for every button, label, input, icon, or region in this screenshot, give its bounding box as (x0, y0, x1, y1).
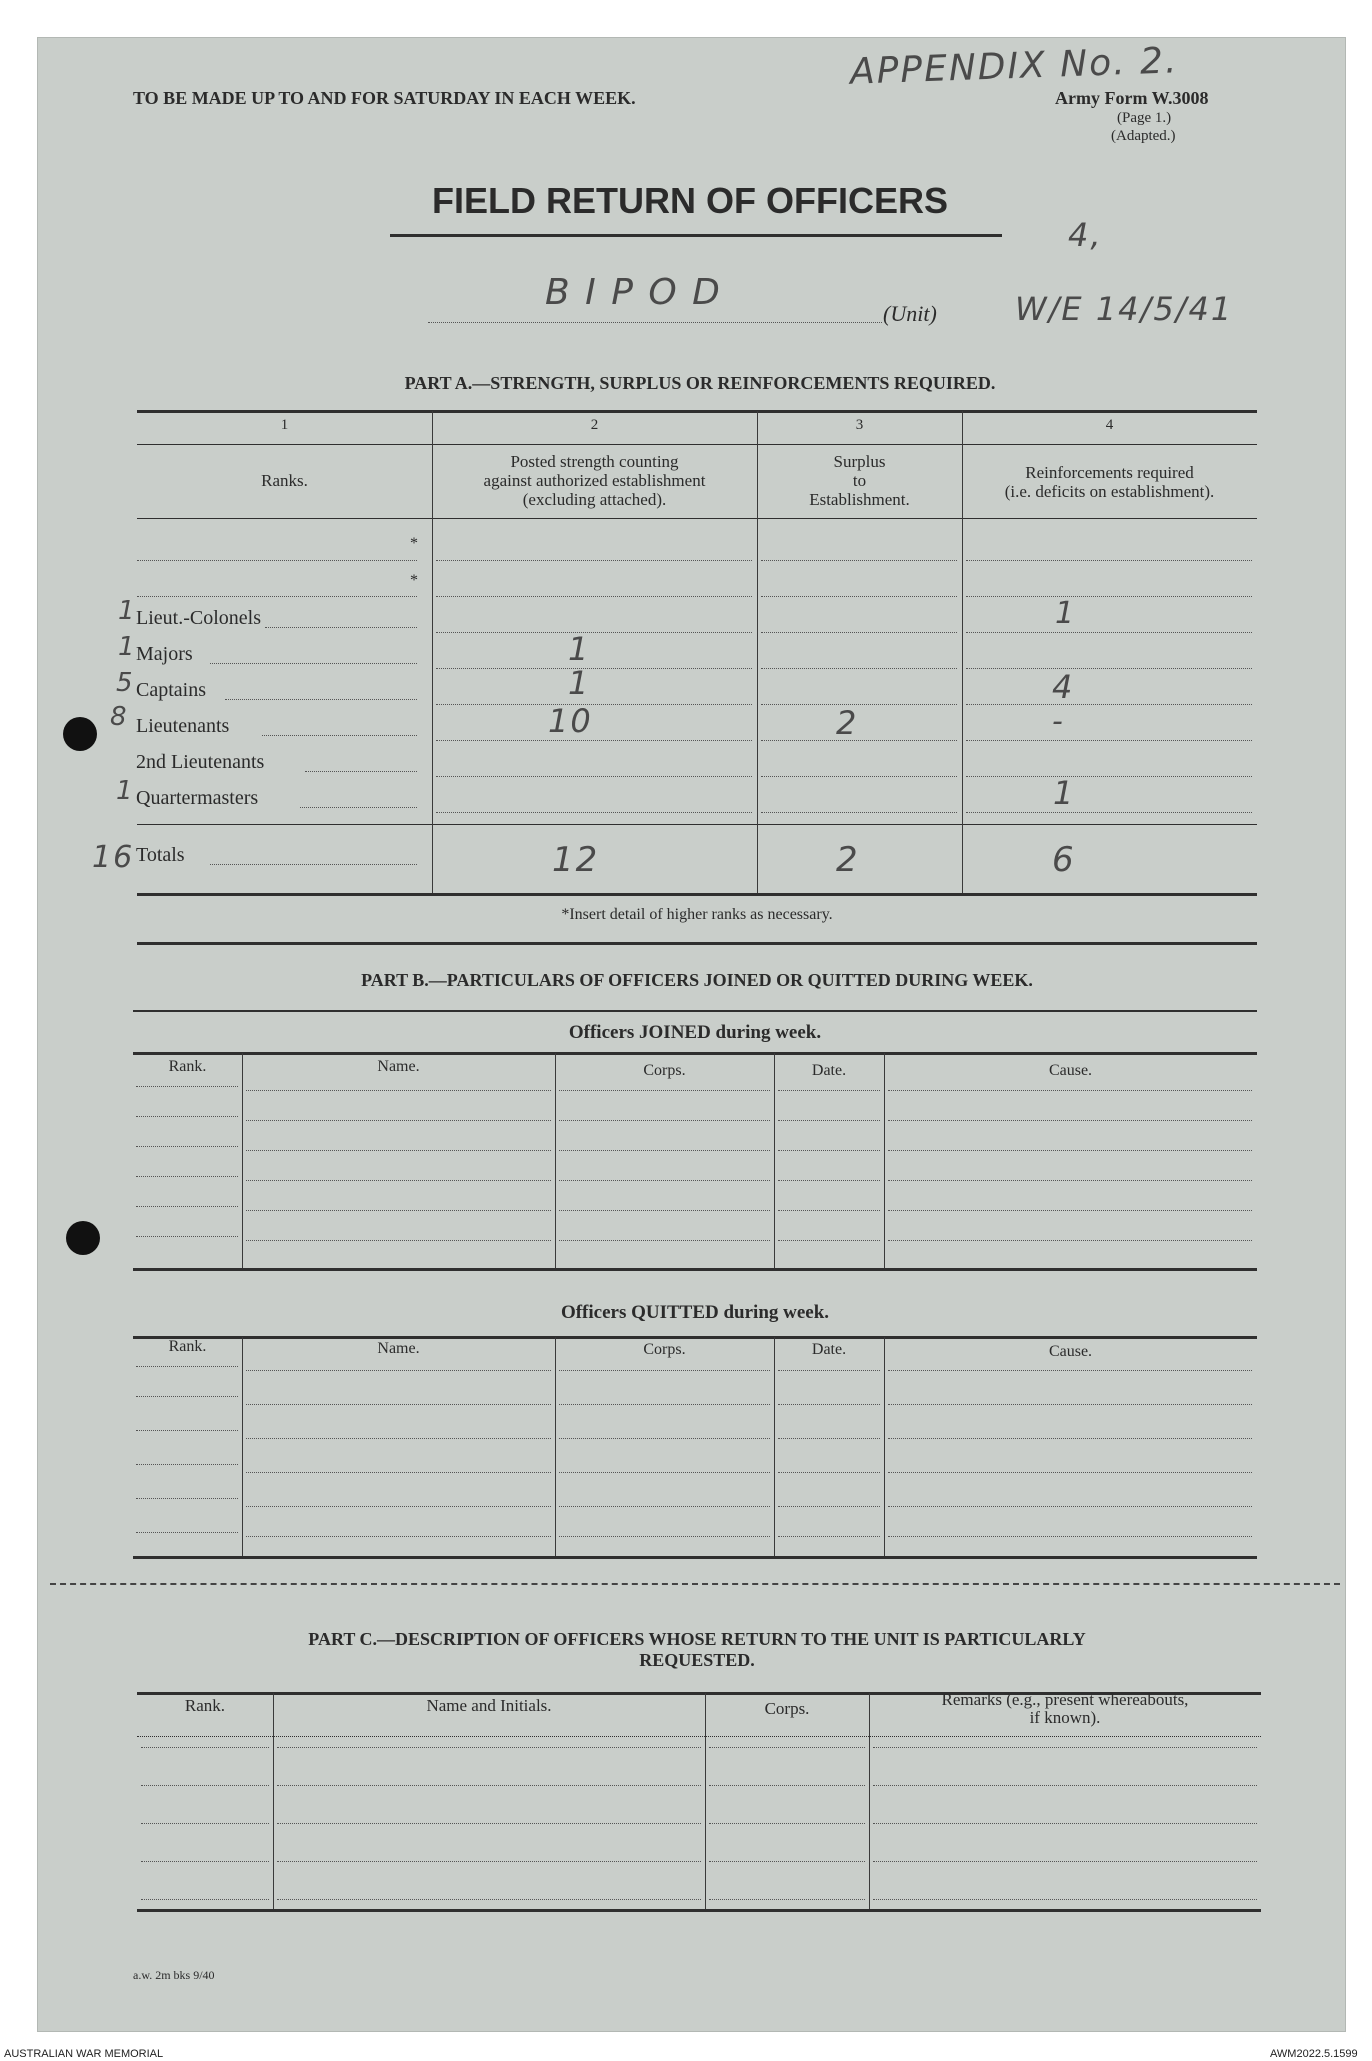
grid-line (436, 632, 752, 633)
grid-line (761, 776, 957, 777)
quitted-bottom-rule (133, 1556, 1257, 1559)
grid-line (141, 1747, 269, 1748)
grid-line (136, 1396, 238, 1397)
reinf-lieutenants: - (1052, 704, 1065, 739)
grid-line (246, 1438, 551, 1439)
grid-line (136, 1532, 238, 1533)
appendix-annotation: APPENDIX No. 2. (849, 40, 1179, 93)
grid-line (966, 668, 1252, 669)
part-a-heading: PART A.—STRENGTH, SURPLUS OR REINFORCEMENTS REQUIRED. (404, 373, 996, 393)
rank-label-captains: Captains (136, 679, 206, 701)
grid-line (436, 560, 752, 561)
grid-line (277, 1785, 701, 1786)
perforation-line (50, 1583, 1340, 1585)
grid-line (966, 560, 1252, 561)
grid-line (559, 1404, 770, 1405)
grid-line (136, 1236, 238, 1237)
grid-line (888, 1472, 1252, 1473)
page-title: FIELD RETURN OF OFFICERS (432, 180, 948, 221)
joined-header-rule (133, 1052, 1257, 1055)
rank-leader (265, 627, 417, 628)
grid-line (888, 1536, 1252, 1537)
posted-lieutenants: 10 (548, 702, 593, 740)
grid-line (966, 632, 1252, 633)
grid-line (709, 1861, 865, 1862)
grid-line (136, 1206, 238, 1207)
auth-quartermasters: 1 (116, 776, 135, 806)
footer-left: AUSTRALIAN WAR MEMORIAL (4, 2048, 164, 2060)
quitted-col-date: Date. (811, 1341, 847, 1358)
part-c-col-corps: Corps. (764, 1699, 810, 1718)
instruction-text: TO BE MADE UP TO AND FOR SATURDAY IN EACH WEEK. (133, 88, 636, 108)
grid-line (559, 1090, 770, 1091)
grid-line (888, 1180, 1252, 1181)
grid-line (761, 560, 957, 561)
grid-line (136, 1116, 238, 1117)
grid-line (966, 596, 1252, 597)
grid-line (436, 776, 752, 777)
part-a-top-rule (137, 410, 1257, 413)
part-a-footnote-rule (137, 942, 1257, 945)
rank-label-lieut-colonels: Lieut.-Colonels (136, 607, 261, 629)
grid-line (436, 812, 752, 813)
joined-col-divider (555, 1053, 556, 1268)
part-c-heading-line2: REQUESTED. (639, 1650, 755, 1670)
grid-line (246, 1180, 551, 1181)
footer-right: AWM2022.5.1599 (1270, 2048, 1358, 2060)
star-2: * (410, 572, 418, 589)
grid-line (778, 1506, 880, 1507)
grid-line (778, 1240, 880, 1241)
joined-top-rule (133, 1010, 1257, 1012)
col-number-3: 3 (855, 417, 864, 433)
grid-line (141, 1899, 269, 1900)
grid-line (246, 1370, 551, 1371)
grid-line (246, 1240, 551, 1241)
grid-line (559, 1506, 770, 1507)
col-header-posted-3: (excluding attached). (522, 490, 667, 509)
grid-line (778, 1536, 880, 1537)
part-a-totals-rule (137, 824, 1257, 825)
title-underline (390, 234, 1002, 237)
part-a-bottom-rule (137, 893, 1257, 896)
part-a-header-rule (137, 518, 1257, 519)
quitted-col-name: Name. (377, 1340, 420, 1357)
grid-line (888, 1370, 1252, 1371)
grid-line (277, 1899, 701, 1900)
joined-col-name: Name. (377, 1058, 420, 1075)
quitted-col-divider (774, 1337, 775, 1556)
posted-majors: 1 (568, 630, 591, 668)
totals-posted: 12 (552, 840, 600, 880)
blank-rank-line-1 (137, 560, 417, 561)
rank-leader (210, 864, 417, 865)
grid-line (888, 1240, 1252, 1241)
grid-line (761, 740, 957, 741)
grid-line (761, 704, 957, 705)
auth-captains: 5 (116, 668, 135, 698)
grid-line (873, 1823, 1257, 1824)
grid-line (136, 1464, 238, 1465)
grid-line (246, 1210, 551, 1211)
joined-title: Officers JOINED during week. (568, 1022, 822, 1043)
grid-line (559, 1120, 770, 1121)
grid-line (559, 1536, 770, 1537)
page-number: (Page 1.) (1117, 110, 1172, 126)
grid-line (778, 1438, 880, 1439)
part-c-bottom-rule (137, 1909, 1261, 1912)
grid-line (246, 1090, 551, 1091)
quitted-col-divider (242, 1337, 243, 1556)
reinf-lieut-colonels: 1 (1055, 596, 1077, 631)
grid-line (246, 1472, 551, 1473)
grid-line (761, 632, 957, 633)
footer-bar (0, 2047, 1372, 2061)
grid-line (761, 812, 957, 813)
col-header-ranks: Ranks. (261, 471, 308, 490)
rank-label-quartermasters: Quartermasters (136, 787, 259, 809)
grid-line (277, 1861, 701, 1862)
grid-line (778, 1180, 880, 1181)
grid-line (246, 1536, 551, 1537)
grid-line (778, 1120, 880, 1121)
joined-col-cause: Cause. (1048, 1062, 1093, 1079)
grid-line (888, 1120, 1252, 1121)
grid-line (246, 1404, 551, 1405)
rank-label-2nd-lieutenants: 2nd Lieutenants (136, 751, 265, 773)
grid-line (778, 1370, 880, 1371)
grid-line (559, 1370, 770, 1371)
grid-line (559, 1150, 770, 1151)
quitted-col-cause: Cause. (1048, 1343, 1093, 1360)
rank-leader (225, 699, 417, 700)
col-header-posted-2: against authorized establishment (483, 471, 706, 490)
blank-rank-line-2 (137, 596, 417, 597)
grid-line (778, 1404, 880, 1405)
grid-line (873, 1785, 1257, 1786)
grid-line (873, 1899, 1257, 1900)
punch-hole-bottom (66, 1221, 100, 1255)
grid-line (778, 1472, 880, 1473)
part-c-col-rank: Rank. (184, 1696, 226, 1715)
grid-line (436, 704, 752, 705)
handwritten-4: 4, (1068, 216, 1103, 254)
grid-line (888, 1404, 1252, 1405)
col-number-4: 4 (1105, 417, 1114, 433)
auth-majors: 1 (118, 632, 137, 662)
part-c-col-remarks-2: if known). (1029, 1708, 1101, 1727)
grid-line (136, 1498, 238, 1499)
army-form-number: Army Form W.3008 (1055, 88, 1209, 108)
grid-line (559, 1438, 770, 1439)
reinf-captains: 4 (1052, 668, 1075, 706)
grid-line (888, 1506, 1252, 1507)
part-a-footnote: *Insert detail of higher ranks as necessary. (561, 906, 833, 923)
part-c-heading-line1: PART C.—DESCRIPTION OF OFFICERS WHOSE RETURN TO THE UNIT IS PARTICULARLY (308, 1629, 1086, 1649)
grid-line (136, 1086, 238, 1087)
reinf-quartermasters: 1 (1053, 774, 1076, 812)
rank-label-lieutenants: Lieutenants (136, 715, 230, 737)
punch-hole-top (63, 717, 97, 751)
rank-label-majors: Majors (136, 643, 193, 665)
grid-line (709, 1899, 865, 1900)
grid-line (277, 1823, 701, 1824)
grid-line (888, 1090, 1252, 1091)
star-1: * (410, 535, 418, 552)
grid-line (966, 704, 1252, 705)
grid-line (136, 1146, 238, 1147)
grid-line (436, 740, 752, 741)
rank-leader (305, 771, 417, 772)
grid-line (277, 1747, 701, 1748)
unit-value: B I P O D (545, 272, 722, 313)
grid-line (141, 1823, 269, 1824)
grid-line (761, 596, 957, 597)
grid-line (873, 1861, 1257, 1862)
rank-leader (210, 663, 417, 664)
grid-line (246, 1120, 551, 1121)
totals-auth: 16 (92, 840, 135, 875)
grid-line (141, 1785, 269, 1786)
quitted-col-rank: Rank. (168, 1338, 207, 1355)
grid-line (888, 1150, 1252, 1151)
part-a-number-rule (137, 444, 1257, 445)
grid-line (136, 1176, 238, 1177)
grid-line (559, 1210, 770, 1211)
rank-leader (300, 807, 417, 808)
grid-line (709, 1747, 865, 1748)
col-header-surplus-1: Surplus (833, 452, 886, 471)
grid-line (136, 1430, 238, 1431)
auth-lieut-colonels: 1 (118, 596, 137, 626)
adapted-note: (Adapted.) (1111, 128, 1176, 144)
grid-line (246, 1506, 551, 1507)
grid-line (709, 1785, 865, 1786)
col-header-reinf-1: Reinforcements required (1025, 463, 1194, 482)
grid-line (888, 1438, 1252, 1439)
col-header-reinf-2: (i.e. deficits on establishment). (1004, 482, 1215, 501)
grid-line (966, 812, 1252, 813)
grid-line (761, 668, 957, 669)
quitted-col-divider (884, 1337, 885, 1556)
handwritten-week-ending: W/E 14/5/41 (1015, 290, 1234, 328)
part-b-heading: PART B.—PARTICULARS OF OFFICERS JOINED OR QUITTED DURING WEEK. (361, 970, 1033, 990)
posted-captains: 1 (568, 664, 591, 702)
totals-reinf: 6 (1052, 840, 1076, 880)
part-c-col-name: Name and Initials. (426, 1696, 552, 1715)
part-c-col-divider (705, 1693, 706, 1909)
joined-col-corps: Corps. (643, 1062, 686, 1079)
unit-dotted-line (428, 322, 882, 323)
grid-line (778, 1210, 880, 1211)
grid-line (966, 740, 1252, 741)
grid-line (246, 1150, 551, 1151)
quitted-title: Officers QUITTED during week. (560, 1302, 830, 1323)
grid-line (436, 596, 752, 597)
grid-line (559, 1240, 770, 1241)
totals-label: Totals (136, 844, 185, 866)
unit-label: (Unit) (883, 301, 937, 326)
grid-line (141, 1861, 269, 1862)
quitted-header-rule (133, 1336, 1257, 1339)
joined-col-divider (774, 1053, 775, 1268)
joined-bottom-rule (133, 1268, 1257, 1271)
col-number-1: 1 (280, 417, 289, 433)
grid-line (778, 1150, 880, 1151)
surplus-lieutenants: 2 (836, 704, 859, 742)
grid-line (436, 668, 752, 669)
grid-line (966, 776, 1252, 777)
part-c-col-divider (273, 1693, 274, 1909)
col-number-2: 2 (590, 417, 599, 433)
rank-leader (262, 735, 417, 736)
quitted-col-divider (555, 1337, 556, 1556)
printer-code: a.w. 2m bks 9/40 (133, 1968, 215, 1982)
part-c-col-remarks-1: Remarks (e.g., present whereabouts, (941, 1690, 1189, 1709)
auth-lieutenants: 8 (110, 702, 129, 732)
joined-col-divider (884, 1053, 885, 1268)
grid-line (778, 1090, 880, 1091)
grid-line (136, 1366, 238, 1367)
grid-line (888, 1210, 1252, 1211)
col-header-surplus-2: to (852, 471, 867, 490)
joined-col-rank: Rank. (168, 1058, 207, 1075)
grid-line (709, 1823, 865, 1824)
col-header-surplus-3: Establishment. (809, 490, 910, 509)
joined-col-divider (242, 1053, 243, 1268)
grid-line (559, 1180, 770, 1181)
quitted-col-corps: Corps. (643, 1341, 686, 1358)
part-c-header-divider (137, 1736, 1261, 1737)
totals-surplus: 2 (836, 840, 860, 880)
col-header-posted-1: Posted strength counting (510, 452, 679, 471)
grid-line (873, 1747, 1257, 1748)
grid-line (559, 1472, 770, 1473)
joined-col-date: Date. (811, 1062, 847, 1079)
